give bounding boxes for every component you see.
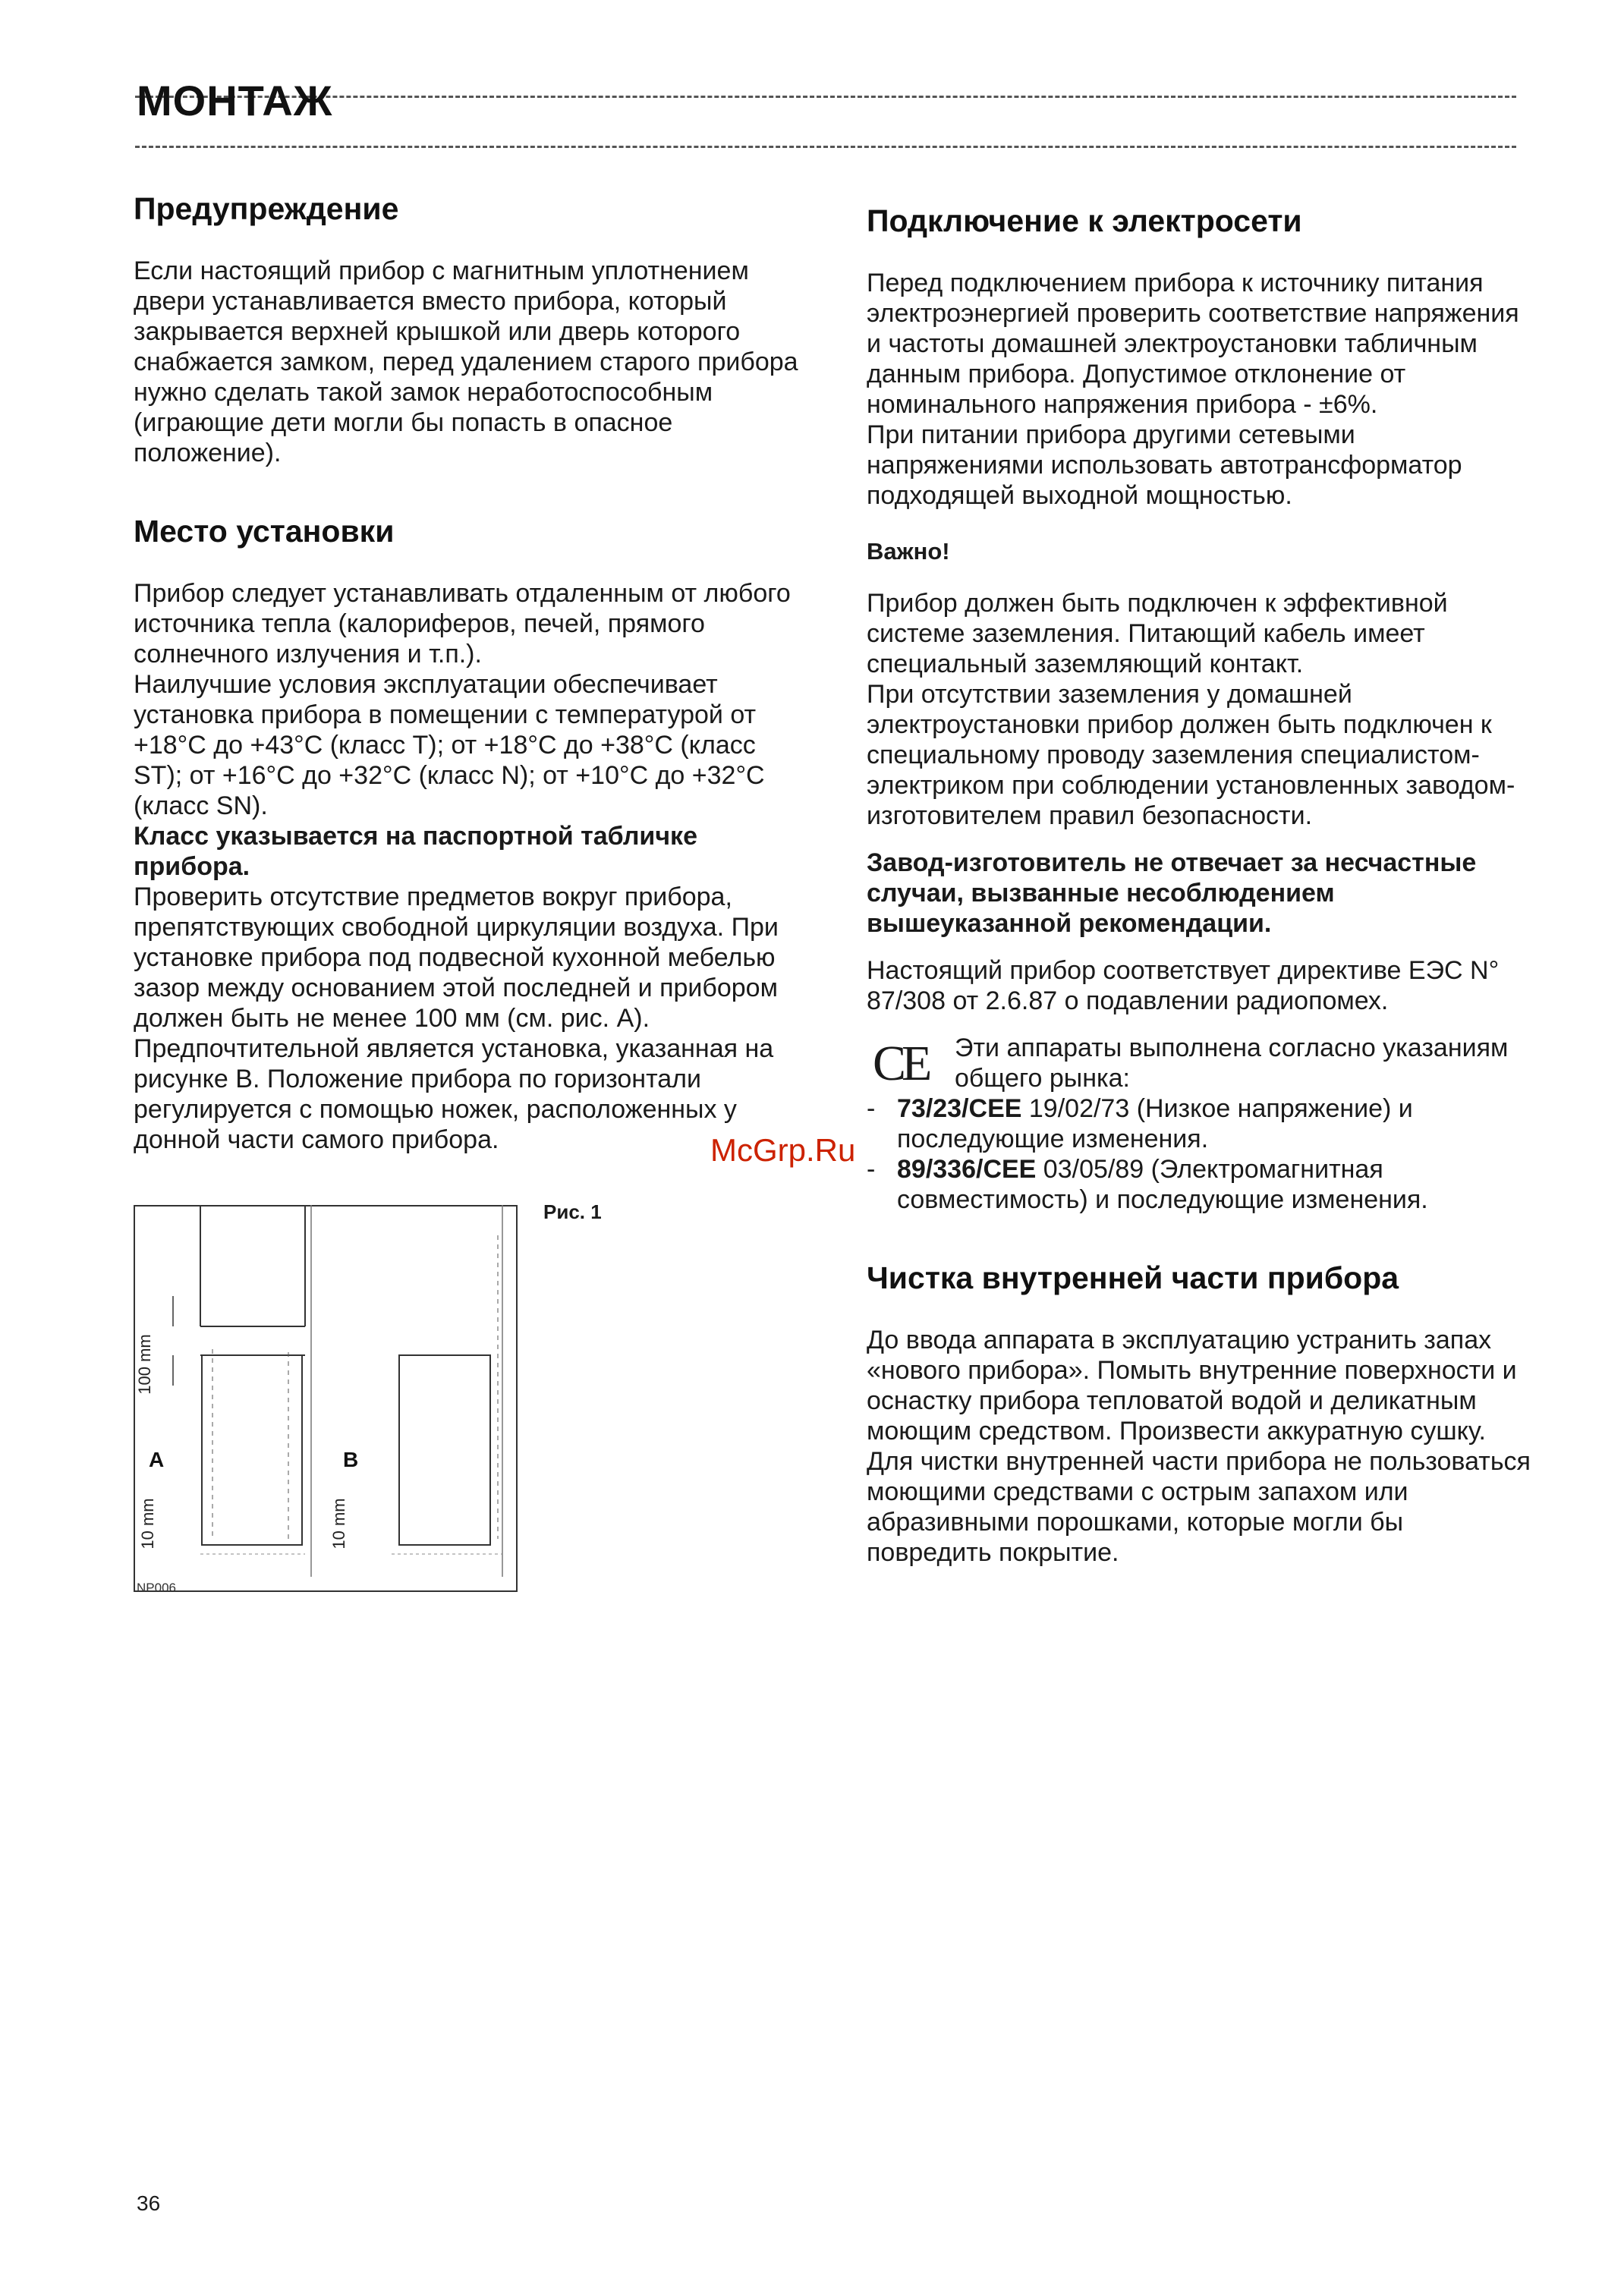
cleaning-heading: Чистка внутренней части прибора	[867, 1260, 1399, 1295]
location-class-note: Класс указывается на паспортной табличке прибора.	[134, 822, 697, 881]
location-heading: Место установки	[134, 514, 395, 549]
appliance-a	[202, 1355, 302, 1545]
ce-block	[867, 1033, 1534, 1093]
page-number: 36	[137, 2191, 161, 2215]
power-paragraph-3: Прибор должен быть подключен к эффективной системе заземления. Питающий кабель имеет специальный заземляющий контакт.	[867, 589, 1448, 678]
location-paragraph-5: Предпочтительной является установка, указанная на рисунке В. Положение прибора по горизонтали регулируется с помощью ножек, расположенных у донной части самого прибора.	[134, 1034, 774, 1154]
power-paragraph-4: При отсутствии заземления у домашней электроустановки прибор должен быть подключен к специальному проводу заземления специалистом-электриком при соблюдении установленных заводом-изготовителем правил безопасности.	[867, 680, 1515, 830]
directive-item: - 89/336/CEE 03/05/89 (Электромагнитная совместимость) и последующие изменения.	[867, 1155, 1428, 1214]
page-title: МОНТАЖ	[137, 77, 333, 124]
directive-list	[867, 1093, 1534, 1215]
directive-item: - 73/23/CEE 19/02/73 (Низкое напряжение) и последующие изменения.	[867, 1094, 1413, 1153]
installation-diagram	[134, 1205, 518, 1592]
power-paragraph-1: Перед подключением прибора к источнику питания электроэнергией проверить соответствие напряжения и частоты домашней электроустановки табличным данным прибора. Допустимое отклонение от номинального напряжения прибора - ±6%.	[867, 269, 1519, 419]
figure-code: NP006	[137, 1581, 176, 1595]
ce-mark-icon: CE	[873, 1036, 928, 1091]
appliance-b	[399, 1355, 490, 1545]
dim-label-10-b: 10 mm	[329, 1498, 348, 1549]
figure-frame	[134, 1206, 517, 1591]
watermark: McGrp.Ru	[710, 1132, 856, 1168]
warning-heading: Предупреждение	[134, 191, 399, 226]
location-paragraph-1: Прибор следует устанавливать отдаленным от любого источника тепла (калориферов, печей, прямого солнечного излучения и т.п.).	[134, 579, 791, 669]
ce-text: Эти аппараты выполнена согласно указаниям общего рынка:	[955, 1033, 1509, 1093]
power-paragraph-2: При питании прибора другими сетевыми напряжениями использовать автотрансформатор подходящей выходной мощностью.	[867, 420, 1462, 510]
location-paragraph-2: Наилучшие условия эксплуатации обеспечивает установка прибора в помещении с температурой от +18°С до +43°С (класс Т); от +18°С до +38°С (класс ST); от +16°С до +32°С (класс N); от +10°С до +32°С (класс SN).	[134, 670, 765, 820]
location-paragraph-4: Проверить отсутствие предметов вокруг прибора, препятствующих свободной циркуляции воздуха. При установке прибора под подвесной кухонной мебелью зазор между основанием этой последней и прибором должен быть не менее 100 мм (см. рис. А).	[134, 882, 779, 1033]
figure-label: Рис. 1	[543, 1200, 602, 1223]
title-underline-rule	[135, 146, 1516, 148]
dim-label-10-a: 10 mm	[138, 1498, 157, 1549]
top-rule	[135, 96, 1516, 98]
liability-notice: Завод-изготовитель не отвечает за несчастные случаи, вызванные несоблюдением вышеуказанной рекомендации.	[867, 848, 1477, 938]
warning-text: Если настоящий прибор с магнитным уплотнением двери устанавливается вместо прибора, который закрывается верхней крышкой или дверь которого снабжается замком, перед удалением старого прибора нужно сделать такой замок неработоспособным (играющие дети могли бы попасть в опасное положение).	[134, 256, 798, 467]
panel-label-b: B	[343, 1448, 359, 1471]
power-heading: Подключение к электросети	[867, 203, 1302, 238]
right-column	[867, 203, 1534, 1568]
panel-label-a: A	[149, 1448, 165, 1471]
directive-statement: Настоящий прибор соответствует директиве ЕЭС N° 87/308 от 2.6.87 о подавлении радиопомех.	[867, 956, 1500, 1015]
left-column	[134, 191, 801, 1155]
dim-label-100-a: 100 mm	[135, 1334, 154, 1395]
important-label: Важно!	[867, 538, 950, 565]
cleaning-text: До ввода аппарата в эксплуатацию устранить запах «нового прибора». Помыть внутренние поверхности и оснастку прибора тепловатой водой и деликатным моющим средством. Произвести аккуратную сушку. Для чистки внутренней части прибора не пользоваться моющими средствами с острым запахом или абразивными порошками, которые могли бы повредить покрытие.	[867, 1326, 1531, 1567]
